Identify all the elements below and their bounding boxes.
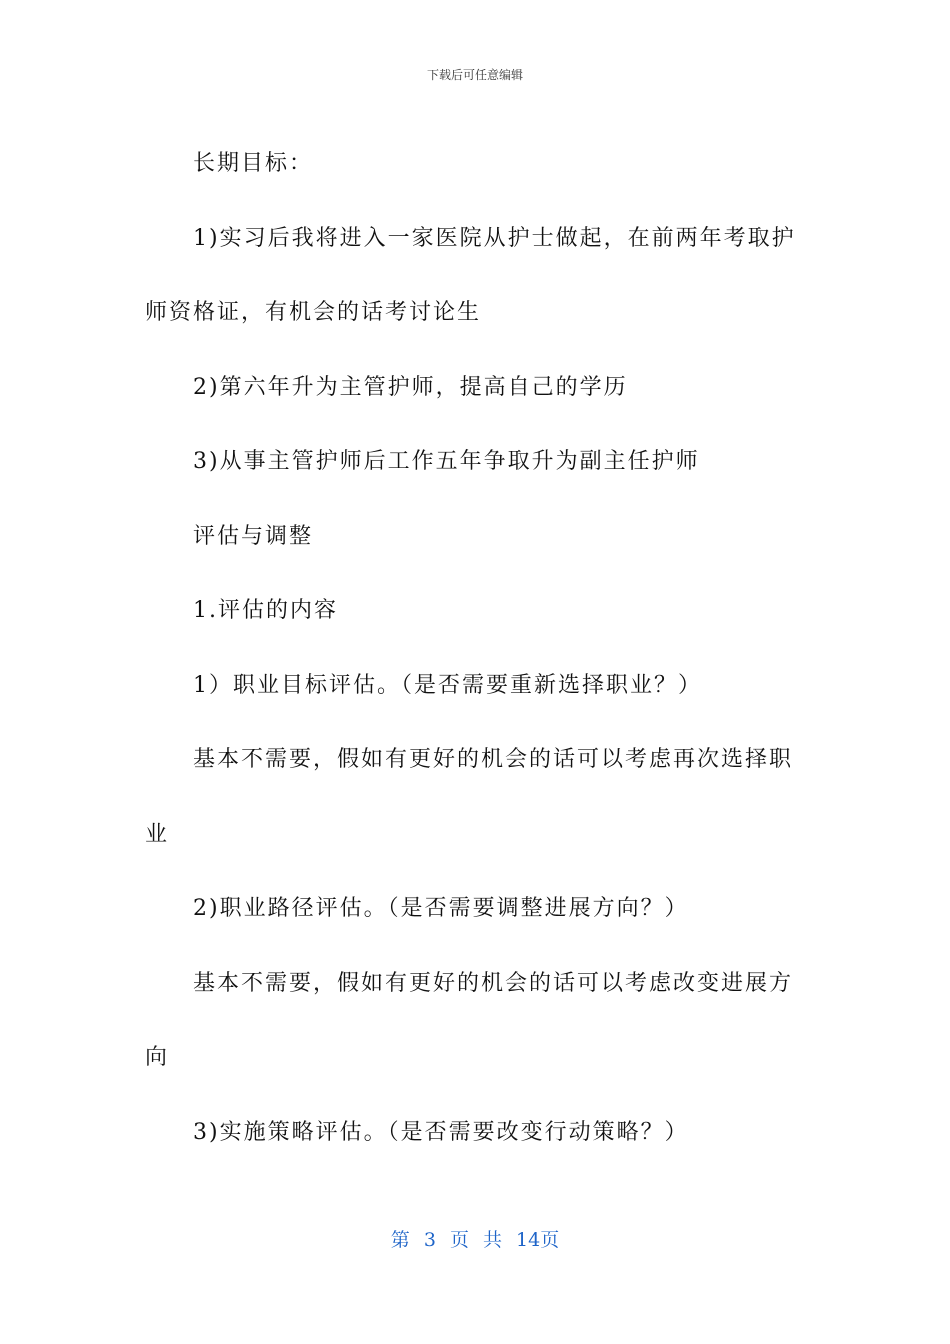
paragraph-career-goal-eval: 1）职业目标评估。（是否需要重新选择职业？） [193, 672, 702, 698]
paragraph-career-path-eval: 2)职业路径评估。（是否需要调整进展方向？） [193, 896, 689, 921]
paragraph-goal-2: 2)第六年升为主管护师，提高自己的学历 [193, 374, 628, 400]
page-number: 第 3 页 共 14页 [390, 1229, 560, 1251]
paragraph-long-term-goal: 长期目标： [193, 151, 314, 176]
document-body [145, 127, 805, 1170]
paragraph-evaluation-content: 1.评估的内容 [193, 598, 338, 623]
page-header: 下载后可任意编辑 [426, 68, 523, 82]
paragraph-goal-1: 1)实习后我将进入一家医院从护士做起，在前两年考取护师资格证，有机会的话考讨论生 [145, 225, 796, 325]
paragraph-strategy-eval: 3)实施策略评估。（是否需要改变行动策略？） [193, 1119, 689, 1145]
paragraph-goal-3: 3)从事主管护师后工作五年争取升为副主任护师 [193, 449, 700, 474]
paragraph-evaluation-heading: 评估与调整 [193, 523, 314, 549]
paragraph-career-goal-answer: 基本不需要，假如有更好的机会的话可以考虑再次选择职业 [145, 747, 794, 847]
paragraph-career-path-answer: 基本不需要，假如有更好的机会的话可以考虑改变进展方向 [145, 970, 794, 1070]
